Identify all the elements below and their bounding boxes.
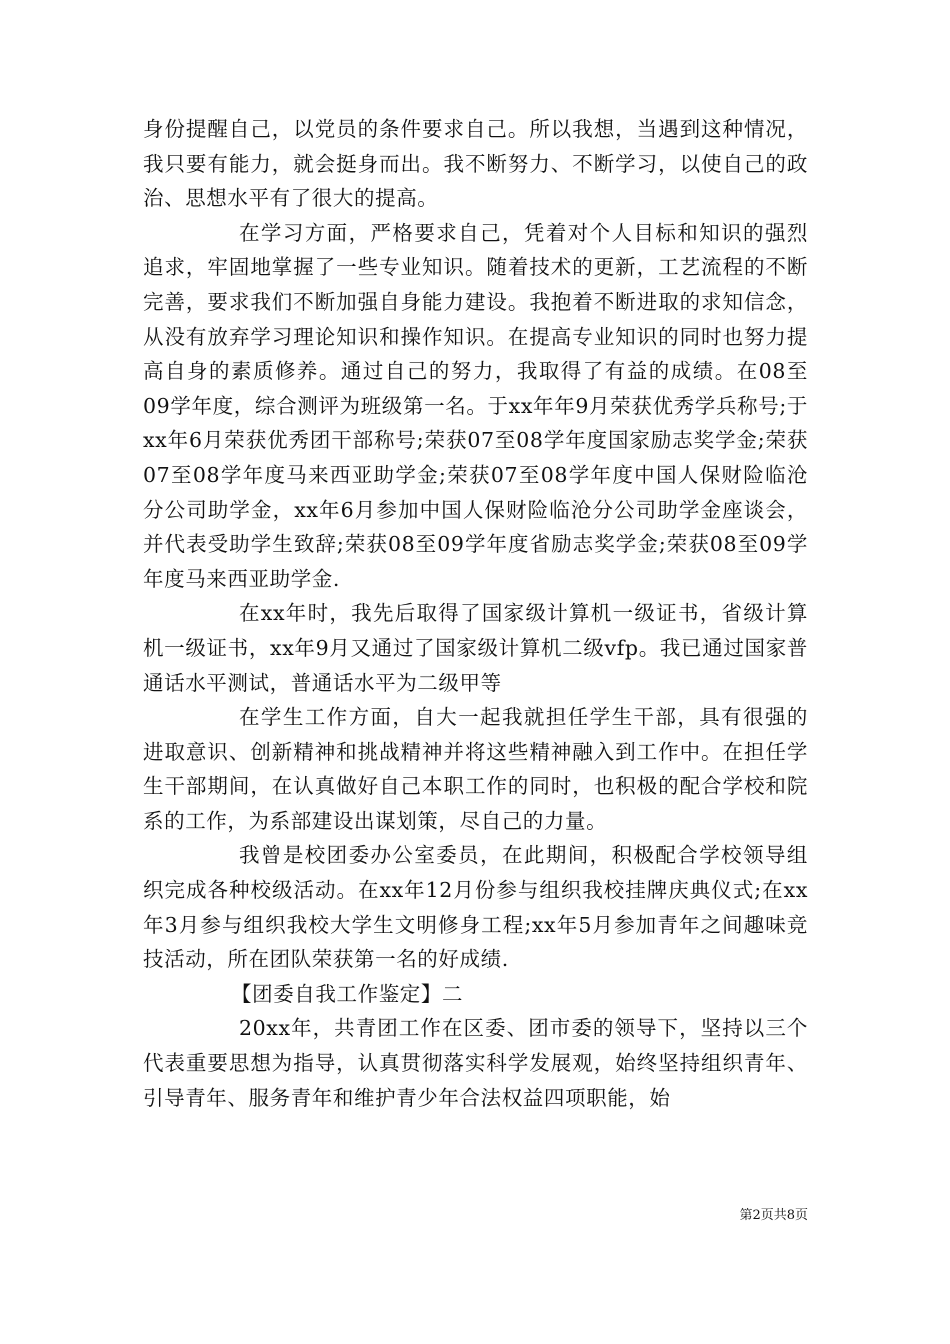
paragraph-section-two: 20xx年，共青团工作在区委、团市委的领导下，坚持以三个代表重要思想为指导，认真贯彻落实科学发展观，始终坚持组织青年、引导青年、服务青年和维护青少年合法权益四项职能，始 [143,1016,808,1110]
paragraph-continuation: 身份提醒自己，以党员的条件要求自己。所以我想，当遇到这种情况，我只要有能力，就会挺身而出。我不断努力、不断学习，以使自己的政治、思想水平有了很大的提高。 [143,117,808,211]
section-heading: 【团委自我工作鉴定】二 [231,981,464,1006]
paragraph-certificates: 在xx年时，我先后取得了国家级计算机一级证书，省级计算机一级证书，xx年9月又通过了国家级计算机二级vfp。我已通过国家普通话水平测试，普通话水平为二级甲等 [143,601,808,695]
paragraph-study: 在学习方面，严格要求自己，凭着对个人目标和知识的强烈追求，牢固地掌握了一些专业知识。随着技术的更新，工艺流程的不断完善，要求我们不断加强自身能力建设。我抱着不断进取的求知信念，从没有放弃学习理论知识和操作知识。在提高专业知识的同时也努力提高自身的素质修养。通过自己的努力，我取得了有益的成绩。在08至09学年度，综合测评为班级第一名。于xx年年9月荣获优秀学兵称号;于xx年6月荣获优秀团干部称号;荣获07至08学年度国家励志奖学金;荣获07至08学年度马来西亚助学金;荣获07至08学年度中国人保财险临沧分公司助学金，xx年6月参加中国人保财险临沧分公司助学金座谈会，并代表受助学生致辞;荣获08至09学年度省励志奖学金;荣获08至09学年度马来西亚助学金. [143,220,808,591]
document-body [143,112,808,1115]
page-number: 第2页共8页 [739,1208,808,1223]
paragraph-student-work: 在学生工作方面，自大一起我就担任学生干部，具有很强的进取意识、创新精神和挑战精神并将这些精神融入到工作中。在担任学生干部期间，在认真做好自己本职工作的同时，也积极的配合学校和院系的工作，为系部建设出谋划策，尽自己的力量。 [143,705,808,833]
paragraph-league-office: 我曾是校团委办公室委员，在此期间，积极配合学校领导组织完成各种校级活动。在xx年12月份参与组织我校挂牌庆典仪式;在xx年3月参与组织我校大学生文明修身工程;xx年5月参加青年之间趣味竞技活动，所在团队荣获第一名的好成绩. [143,843,808,972]
